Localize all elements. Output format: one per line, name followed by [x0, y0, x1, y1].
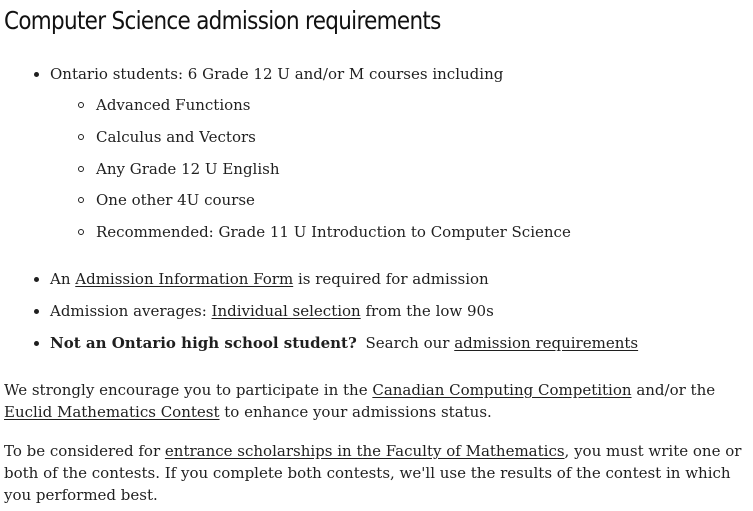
sublist-bullet [78, 102, 84, 108]
entrance-scholarships-link[interactable]: entrance scholarships in the Faculty of Mathematics [164, 442, 565, 460]
course-item-recommended: Recommended: Grade 11 U Introduction to Computer Science [96, 223, 571, 241]
list-bullet [34, 309, 39, 314]
individual-selection-link[interactable]: Individual selection [211, 302, 361, 320]
admission-averages-prefix: Admission averages: [50, 302, 212, 320]
course-item-calculus-vectors: Calculus and Vectors [96, 128, 256, 146]
contest-text-1: We strongly encourage you to participate in the [4, 381, 373, 399]
admission-form-prefix: An [50, 270, 76, 288]
scholarship-paragraph [4, 440, 744, 506]
sublist-bullet [78, 229, 84, 235]
admission-requirements-link[interactable]: admission requirements [454, 334, 639, 352]
course-item-other-4u: One other 4U course [96, 191, 255, 209]
list-bullet [34, 341, 39, 346]
course-item-advanced-functions: Advanced Functions [96, 96, 251, 114]
sublist-bullet [78, 134, 84, 140]
scholarship-text-2: , you must write one or both of the contests. If you complete both contests, we'll use the results of the contest in which you performed best. [4, 442, 742, 504]
list-bullet [34, 277, 39, 282]
non-ontario-text: Search our [360, 334, 455, 352]
canadian-computing-competition-link[interactable]: Canadian Computing Competition [372, 381, 632, 399]
page-title: Computer Science admission requirements [4, 6, 441, 35]
contest-text-3: to enhance your admissions status. [219, 403, 492, 421]
admission-averages-suffix: from the low 90s [360, 302, 494, 320]
course-item-english: Any Grade 12 U English [96, 160, 280, 178]
contest-text-2: and/or the [631, 381, 716, 399]
admission-information-form-link[interactable]: Admission Information Form [75, 270, 294, 288]
non-ontario-item [50, 333, 638, 353]
admission-form-suffix: is required for admission [293, 270, 489, 288]
sublist-bullet [78, 166, 84, 172]
admission-averages-item [50, 301, 494, 321]
contest-paragraph [4, 379, 744, 423]
euclid-mathematics-contest-link[interactable]: Euclid Mathematics Contest [4, 403, 220, 421]
list-bullet [34, 72, 39, 77]
scholarship-text-1: To be considered for [4, 442, 165, 460]
sublist-bullet [78, 197, 84, 203]
non-ontario-heading: Not an Ontario high school student? [50, 334, 357, 352]
admission-form-item [50, 269, 489, 289]
ontario-students-item: Ontario students: 6 Grade 12 U and/or M courses including [50, 65, 504, 83]
